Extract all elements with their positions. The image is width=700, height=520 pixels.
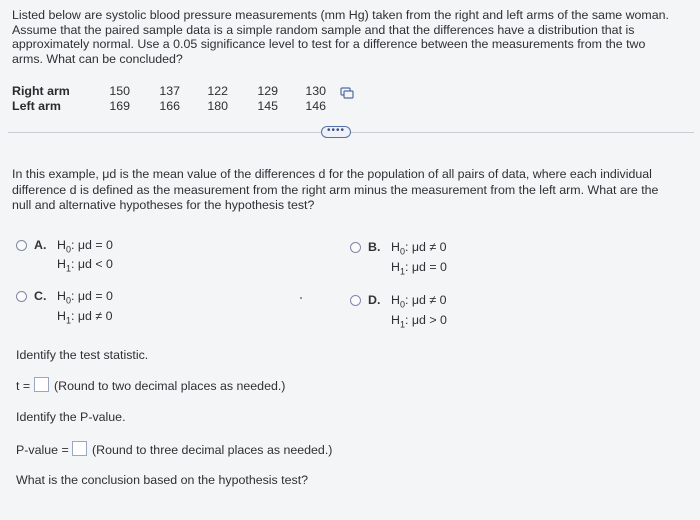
h0-subscript: 0: [65, 295, 71, 306]
h0-symbol: H: [391, 293, 400, 307]
pvalue-label: P-value =: [16, 443, 69, 457]
h0-expression: : μd = 0: [70, 289, 113, 303]
right-arm-value: 137: [159, 84, 180, 98]
t-label: t =: [16, 379, 31, 393]
option-c-h0: [57, 289, 113, 305]
h1-symbol: H: [57, 257, 66, 271]
pvalue-prompt: Identify the P-value.: [16, 410, 126, 424]
option-b-radio[interactable]: [350, 242, 361, 253]
left-arm-value: 166: [159, 99, 180, 113]
option-d-radio[interactable]: [350, 295, 361, 306]
conclusion-prompt: What is the conclusion based on the hypothesis test?: [16, 473, 309, 487]
h1-expression: : μd = 0: [404, 260, 447, 274]
h1-symbol: H: [57, 309, 66, 323]
h0-symbol: H: [57, 289, 66, 303]
h1-subscript: 1: [399, 266, 405, 277]
option-b-h0: [391, 240, 446, 256]
h0-subscript: 0: [65, 244, 71, 255]
option-d-letter: D.: [368, 293, 381, 307]
more-button-label: ••••: [326, 125, 345, 136]
h1-symbol: H: [391, 260, 400, 274]
option-a-h0: [57, 238, 113, 254]
h0-symbol: H: [57, 238, 66, 252]
h0-expression: : μd = 0: [70, 238, 113, 252]
option-c-radio[interactable]: [16, 291, 27, 302]
option-c-h1: [57, 309, 112, 325]
problem-line-4: arms. What can be concluded?: [12, 51, 183, 66]
right-arm-value: 129: [257, 84, 278, 98]
problem-statement: [12, 8, 692, 66]
h1-subscript: 1: [65, 263, 71, 274]
question-line-1: In this example, μd is the mean value of the differences d for the population of all pairs of data, where each individual: [12, 167, 652, 181]
left-arm-value: 146: [305, 99, 326, 113]
right-arm-value: 150: [109, 84, 130, 98]
left-arm-value: 180: [207, 99, 228, 113]
more-button[interactable]: [321, 126, 351, 138]
pvalue-rounding-hint: (Round to three decimal places as needed.): [92, 443, 333, 457]
pvalue-answer-input[interactable]: [72, 441, 87, 456]
left-arm-value: 169: [109, 99, 130, 113]
h0-subscript: 0: [399, 299, 405, 310]
h1-expression: : μd > 0: [404, 313, 447, 327]
problem-line-3: approximately normal. Use a 0.05 significance level to test for a difference between the measurements from the two: [12, 37, 646, 52]
h1-expression: : μd ≠ 0: [70, 309, 113, 323]
section-divider: [8, 132, 694, 133]
option-d-h0: [391, 293, 446, 309]
problem-line-2: Assume that the paired sample data is a simple random sample and that the differences have a distribution that is: [12, 22, 635, 37]
h0-symbol: H: [391, 240, 400, 254]
option-d-h1: [391, 313, 447, 329]
h0-expression: : μd ≠ 0: [404, 240, 447, 254]
left-arm-label: Left arm: [12, 99, 61, 113]
option-a-h1: [57, 257, 113, 273]
hypothesis-question: [12, 167, 692, 214]
h1-subscript: 1: [65, 315, 71, 326]
option-c-letter: C.: [34, 289, 47, 303]
copy-data-icon[interactable]: [340, 86, 354, 98]
left-arm-value: 145: [257, 99, 278, 113]
problem-line-1: Listed below are systolic blood pressure measurements (mm Hg) taken from the right and left arms of the same woman.: [12, 8, 669, 22]
h1-expression: : μd < 0: [70, 257, 113, 271]
h1-subscript: 1: [399, 319, 405, 330]
t-answer-input[interactable]: [34, 377, 49, 392]
h0-expression: : μd ≠ 0: [404, 293, 447, 307]
stray-dot: [300, 297, 302, 299]
right-arm-label: Right arm: [12, 84, 70, 98]
t-rounding-hint: (Round to two decimal places as needed.): [54, 379, 286, 393]
option-b-h1: [391, 260, 447, 276]
option-b-letter: B.: [368, 240, 381, 254]
h0-subscript: 0: [399, 246, 405, 257]
h1-symbol: H: [391, 313, 400, 327]
question-line-2: difference d is defined as the measurement from the right arm minus the measurement from the left arm. What are the: [12, 182, 659, 197]
option-a-radio[interactable]: [16, 240, 27, 251]
test-statistic-prompt: Identify the test statistic.: [16, 348, 149, 362]
right-arm-value: 122: [207, 84, 228, 98]
option-a-letter: A.: [34, 238, 47, 252]
question-line-3: null and alternative hypotheses for the hypothesis test?: [12, 198, 315, 212]
right-arm-value: 130: [305, 84, 326, 98]
